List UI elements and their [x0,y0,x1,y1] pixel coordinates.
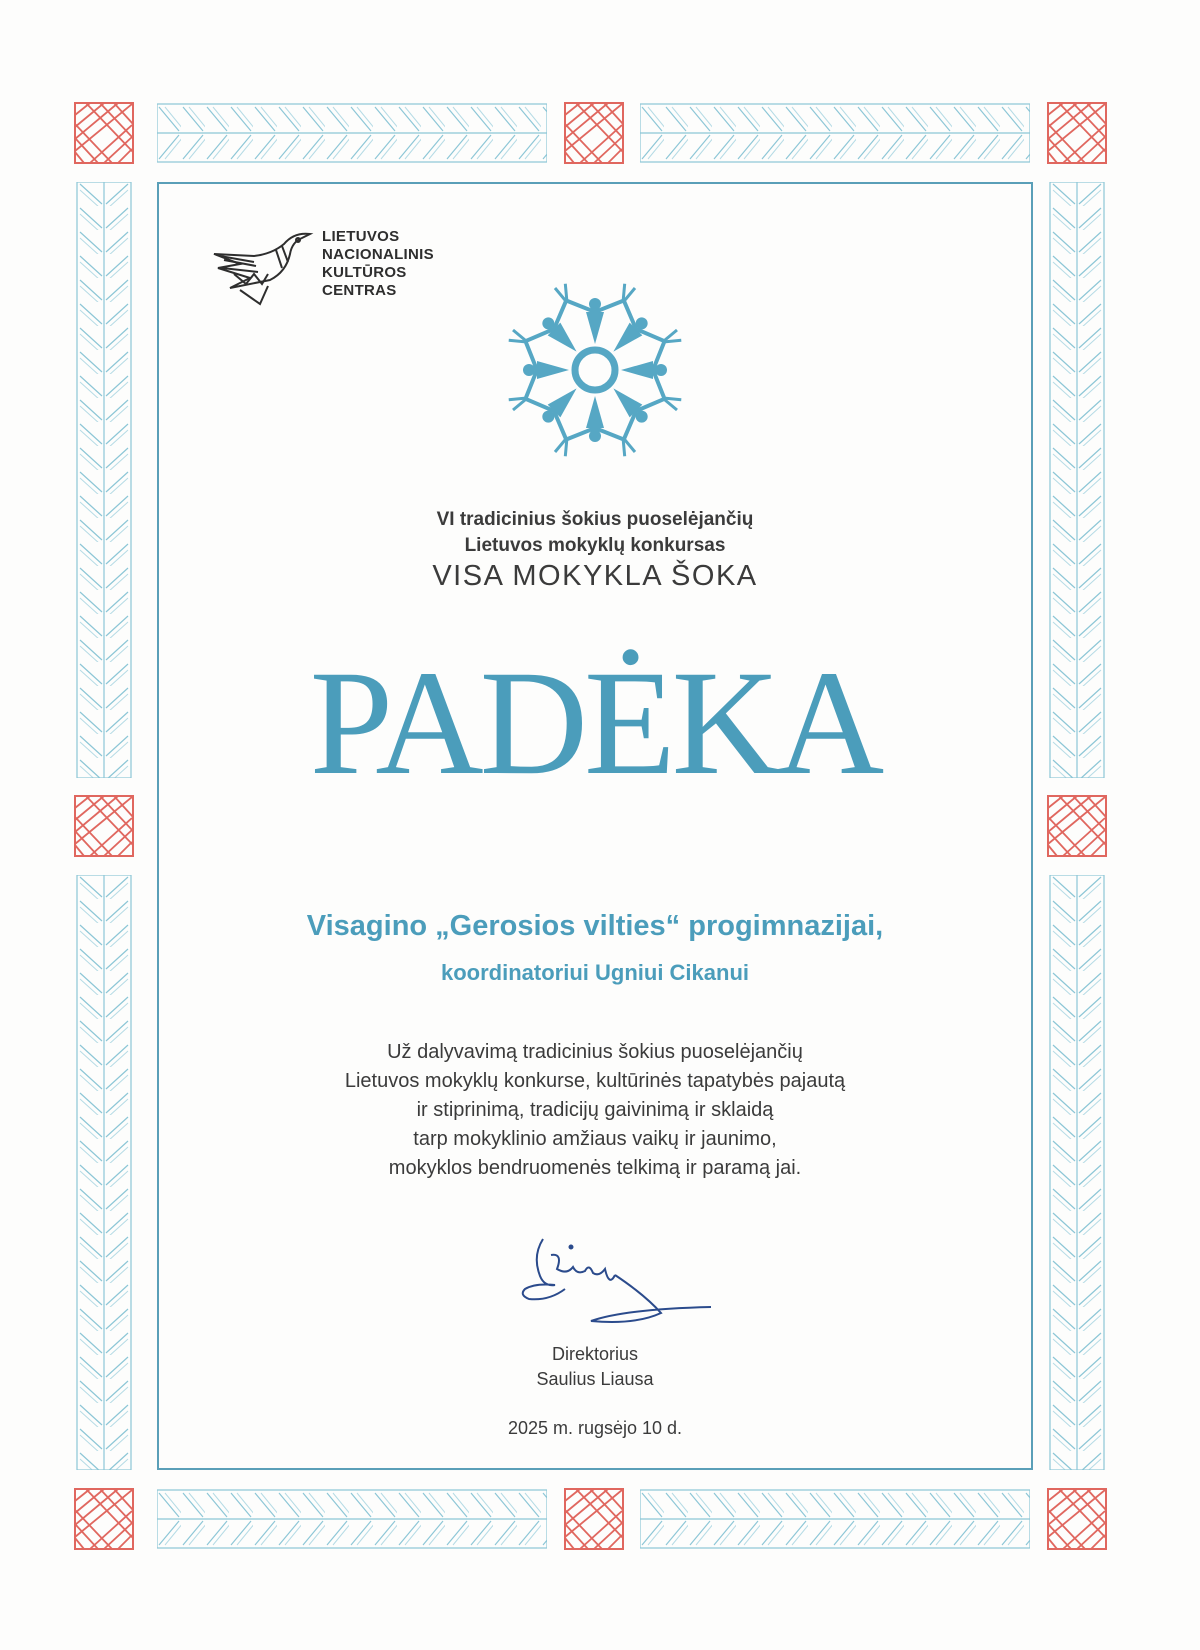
signatory-role: Direktorius [551,1344,639,1364]
ornament-band-right-lower [1049,875,1105,1470]
body-line: Už dalyvavimą tradicinius šokius puoselėjančių [387,1041,803,1063]
signatory [157,1342,1033,1392]
handwritten-signature [515,1225,725,1335]
ornament-knot-icon [564,102,624,164]
contest-line-1: VI tradicinius šokius puoselėjančių [436,509,754,530]
body-line: mokyklos bendruomenės telkimą ir paramą jai. [388,1157,802,1179]
ornament-band-left-lower [76,875,132,1470]
ornament-knot-icon [1047,1488,1107,1550]
ornament-band-left-upper [76,182,132,778]
contest-description [157,507,1033,559]
issue-date: 2025 m. rugsėjo 10 d. [507,1418,683,1438]
ornament-knot-icon [74,102,134,164]
org-line-3: KULTŪROS [322,264,407,281]
body-line: Lietuvos mokyklų konkurse, kultūrinės tapatybės pajautą [344,1070,846,1092]
contest-name: VISA MOKYKLA ŠOKA [432,560,758,592]
ornament-band-bottom-left [157,1489,547,1549]
ornament-band-bottom-right [640,1489,1030,1549]
dancing-children-circle-icon [490,270,700,470]
ornament-knot-icon [1047,102,1107,164]
ornament-knot-icon [74,1488,134,1550]
body-line: ir stiprinimą, tradicijų gaivinimą ir sklaidą [416,1099,774,1121]
organization-name [322,228,434,300]
signatory-name: Saulius Liausa [536,1369,654,1389]
ornament-band-top-right [640,103,1030,163]
org-line-2: NACIONALINIS [322,246,434,263]
org-line-4: CENTRAS [322,282,397,299]
certificate-title: PADĖKA [309,640,881,806]
ornament-knot-icon [1047,795,1107,857]
ornament-knot-icon [74,795,134,857]
org-line-1: LIETUVOS [322,228,400,245]
ornament-band-right-upper [1049,182,1105,778]
recipient-school: Visagino „Gerosios vilties“ progimnazijai, [306,910,884,942]
body-line: tarp mokyklinio amžiaus vaikų ir jaunimo, [413,1128,777,1150]
recipient-person: koordinatoriui Ugniui Cikanui [441,960,749,985]
appreciation-text [157,1038,1033,1183]
contest-line-2: Lietuvos mokyklų konkursas [464,535,726,556]
ornament-knot-icon [564,1488,624,1550]
bird-icon [210,228,320,308]
ornament-band-top-left [157,103,547,163]
